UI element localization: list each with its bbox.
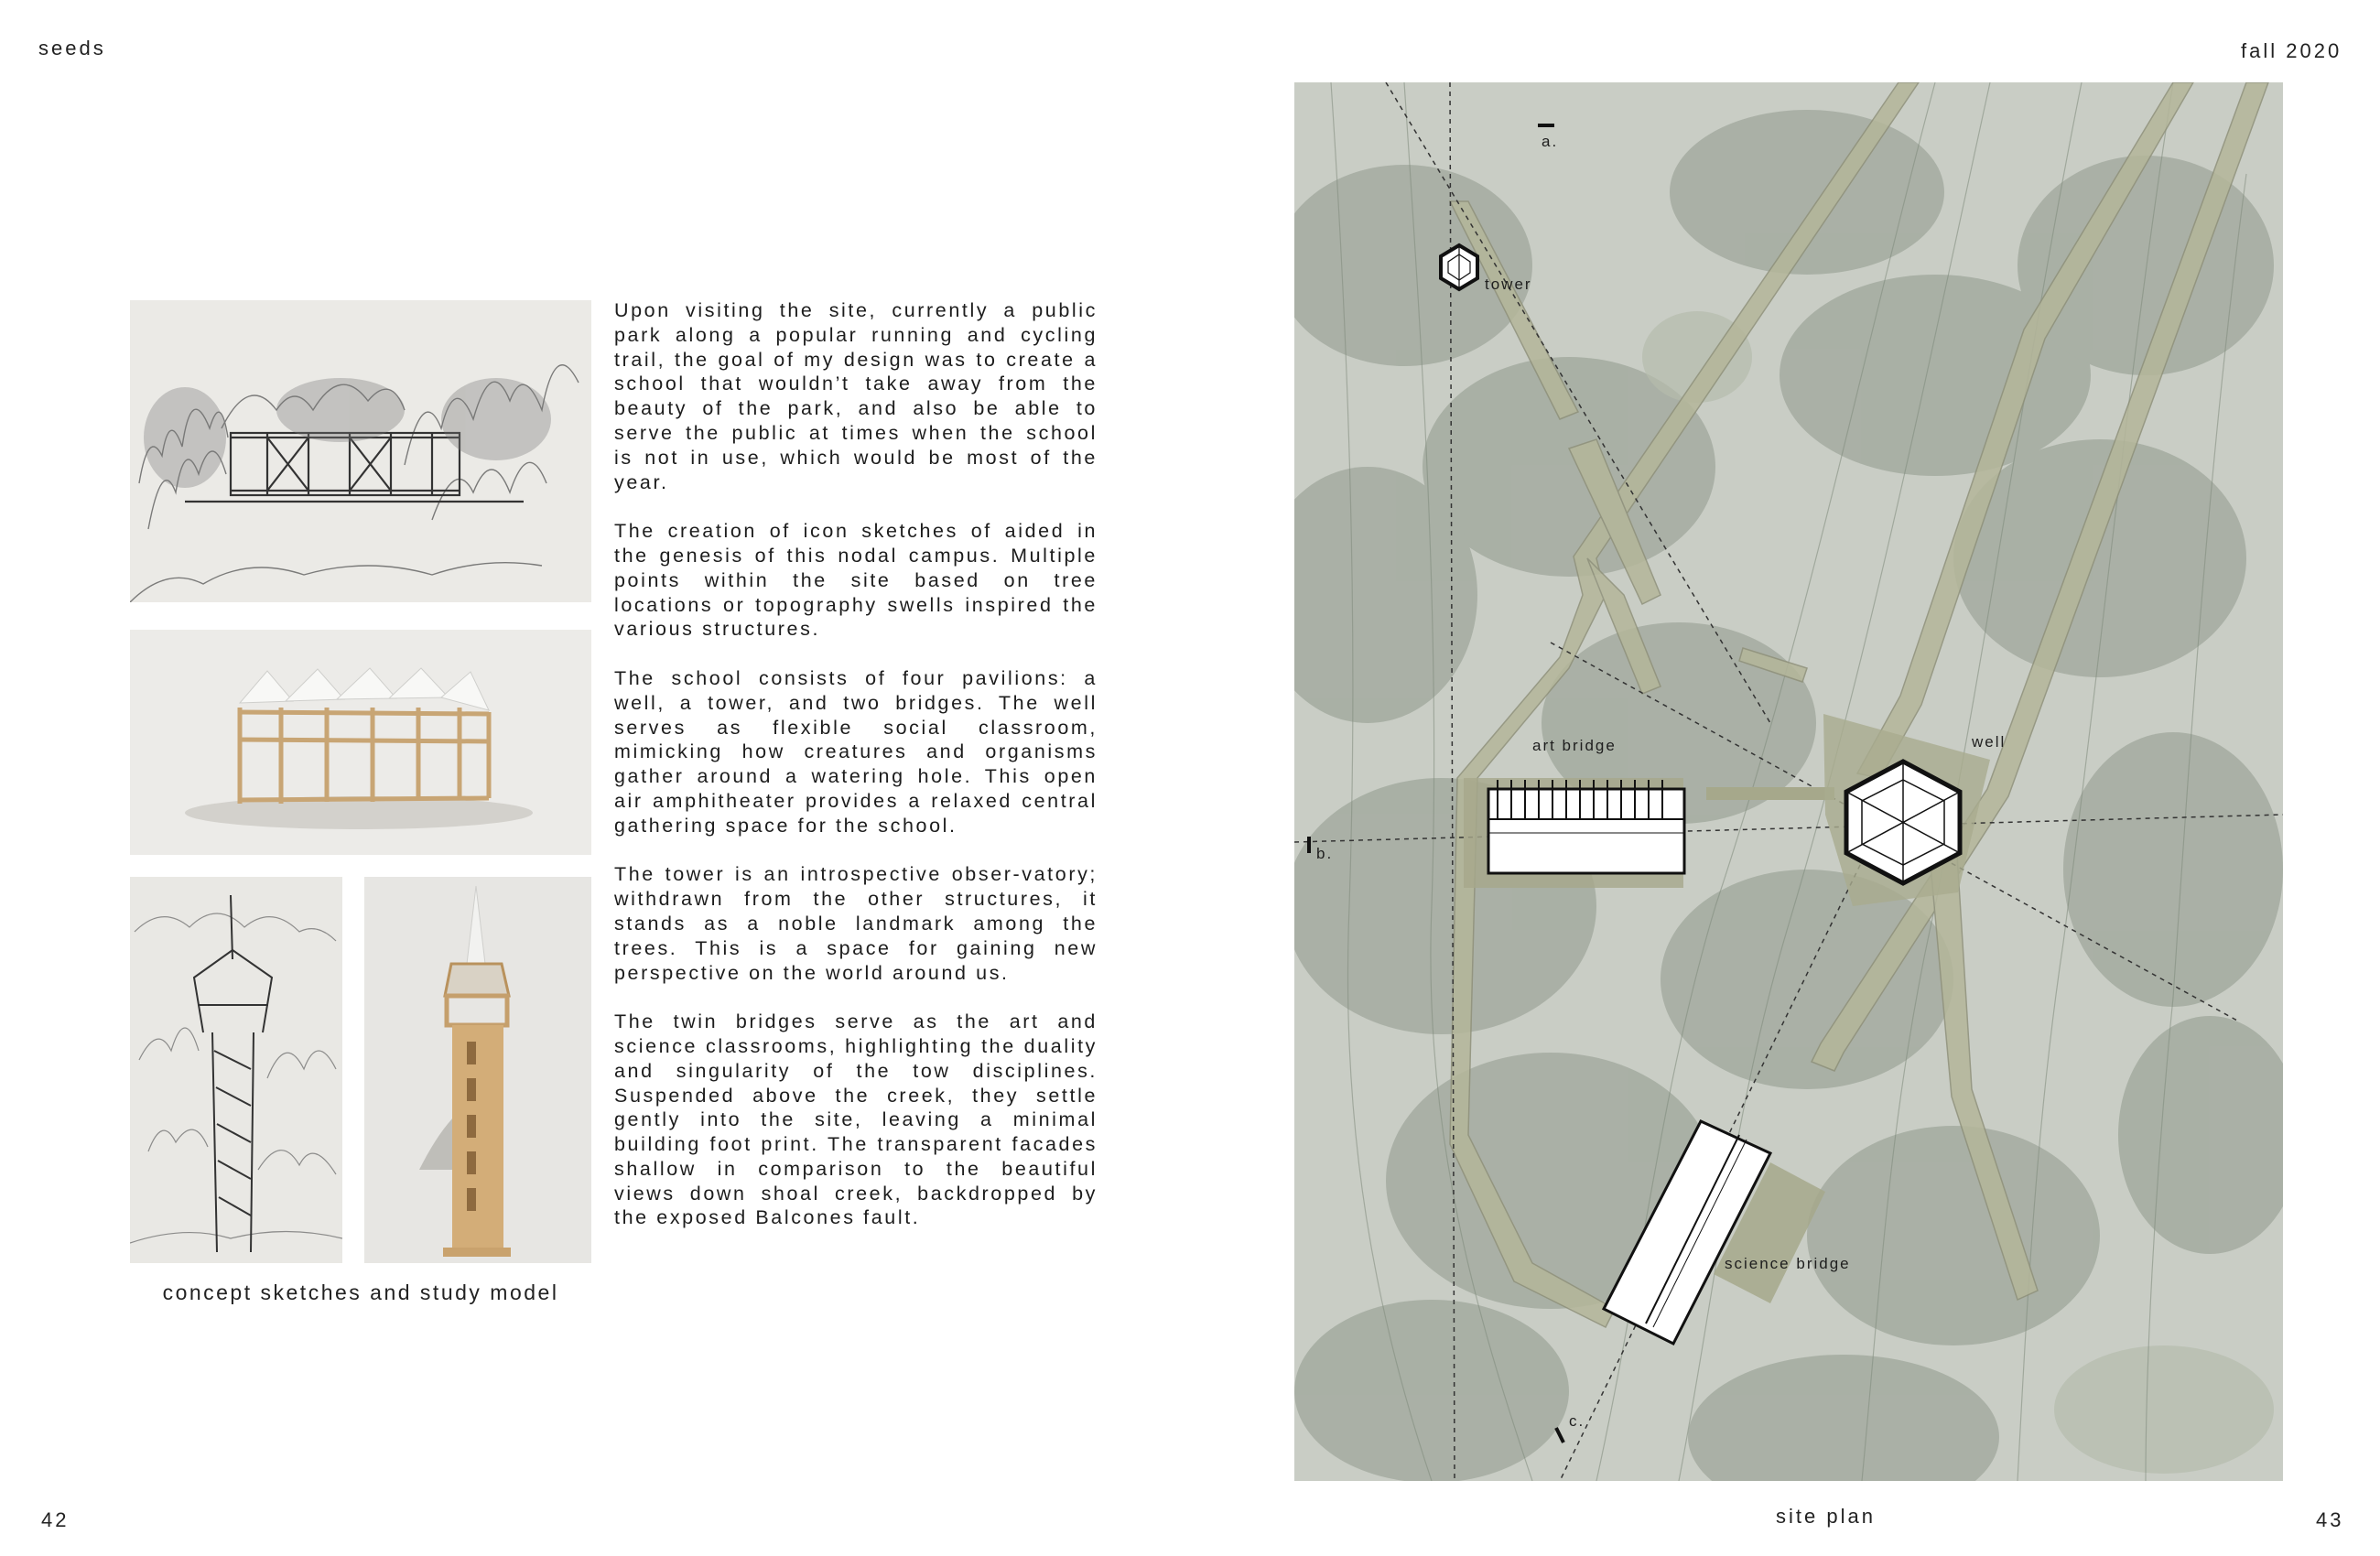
well-label: well (1972, 733, 2007, 751)
running-header-left: seeds (38, 37, 106, 59)
tower-concept-sketch (130, 877, 342, 1263)
site-plan-caption: site plan (1776, 1505, 1876, 1528)
site-plan-map (1294, 82, 2283, 1481)
paragraph-bridges: The twin bridges serve as the art and science classrooms, highlighting the duality and singularity of the tow disciplines. Suspended above the creek, they settle gently into the site, leaving a minimal building foot print. The transparent facades shallow in comparison to the beautiful views down shoal creek, backdropped by the exposed Balcones fault. (614, 1010, 1098, 1229)
tower-label: tower (1485, 276, 1532, 293)
paragraph-pavilions: The school consists of four pavilions: a well, a tower, and two bridges. The well serves as flexible social classroom, mimicking how creatures and organisms gather around a watering hole. This open air amphitheater provides a relaxed central gathering space for the school. (614, 666, 1098, 837)
running-header-right: fall 2020 (2241, 39, 2342, 62)
figure-caption: concept sketches and study model (162, 1280, 559, 1304)
bridge-concept-sketch (130, 300, 591, 602)
page-number-left: 42 (41, 1508, 70, 1531)
paragraph-tower: The tower is an introspective obser-vatory; withdrawn from the other structures, it stands as a noble landmark among the trees. This is a space for gaining new perspective on the world around us. (614, 863, 1098, 984)
section-c-label: c. (1569, 1412, 1585, 1430)
section-a-label: a. (1542, 133, 1559, 150)
paragraph-icon-sketches: The creation of icon sketches of aided in the genesis of this nodal campus. Multiple points within the site based on tree locations or topography swells inspired the various structures. (614, 520, 1098, 641)
science-bridge-label: science bridge (1725, 1255, 1851, 1272)
tower-study-model-photo (364, 877, 591, 1263)
body-text (614, 298, 1098, 1255)
art-bridge-label: art bridge (1532, 737, 1617, 754)
page-number-right: 43 (2316, 1508, 2344, 1531)
paragraph-site-visit: Upon visiting the site, currently a public park along a popular running and cycling trail, the goal of my design was to create a school that wouldn’t take away from the beauty of the park, and also be able to serve the public at times when the school is not in use, which would be most of the year. (614, 299, 1098, 493)
tower-pavilion (1441, 245, 1477, 289)
bridge-study-model-photo (130, 630, 591, 855)
section-b-label: b. (1316, 845, 1334, 862)
